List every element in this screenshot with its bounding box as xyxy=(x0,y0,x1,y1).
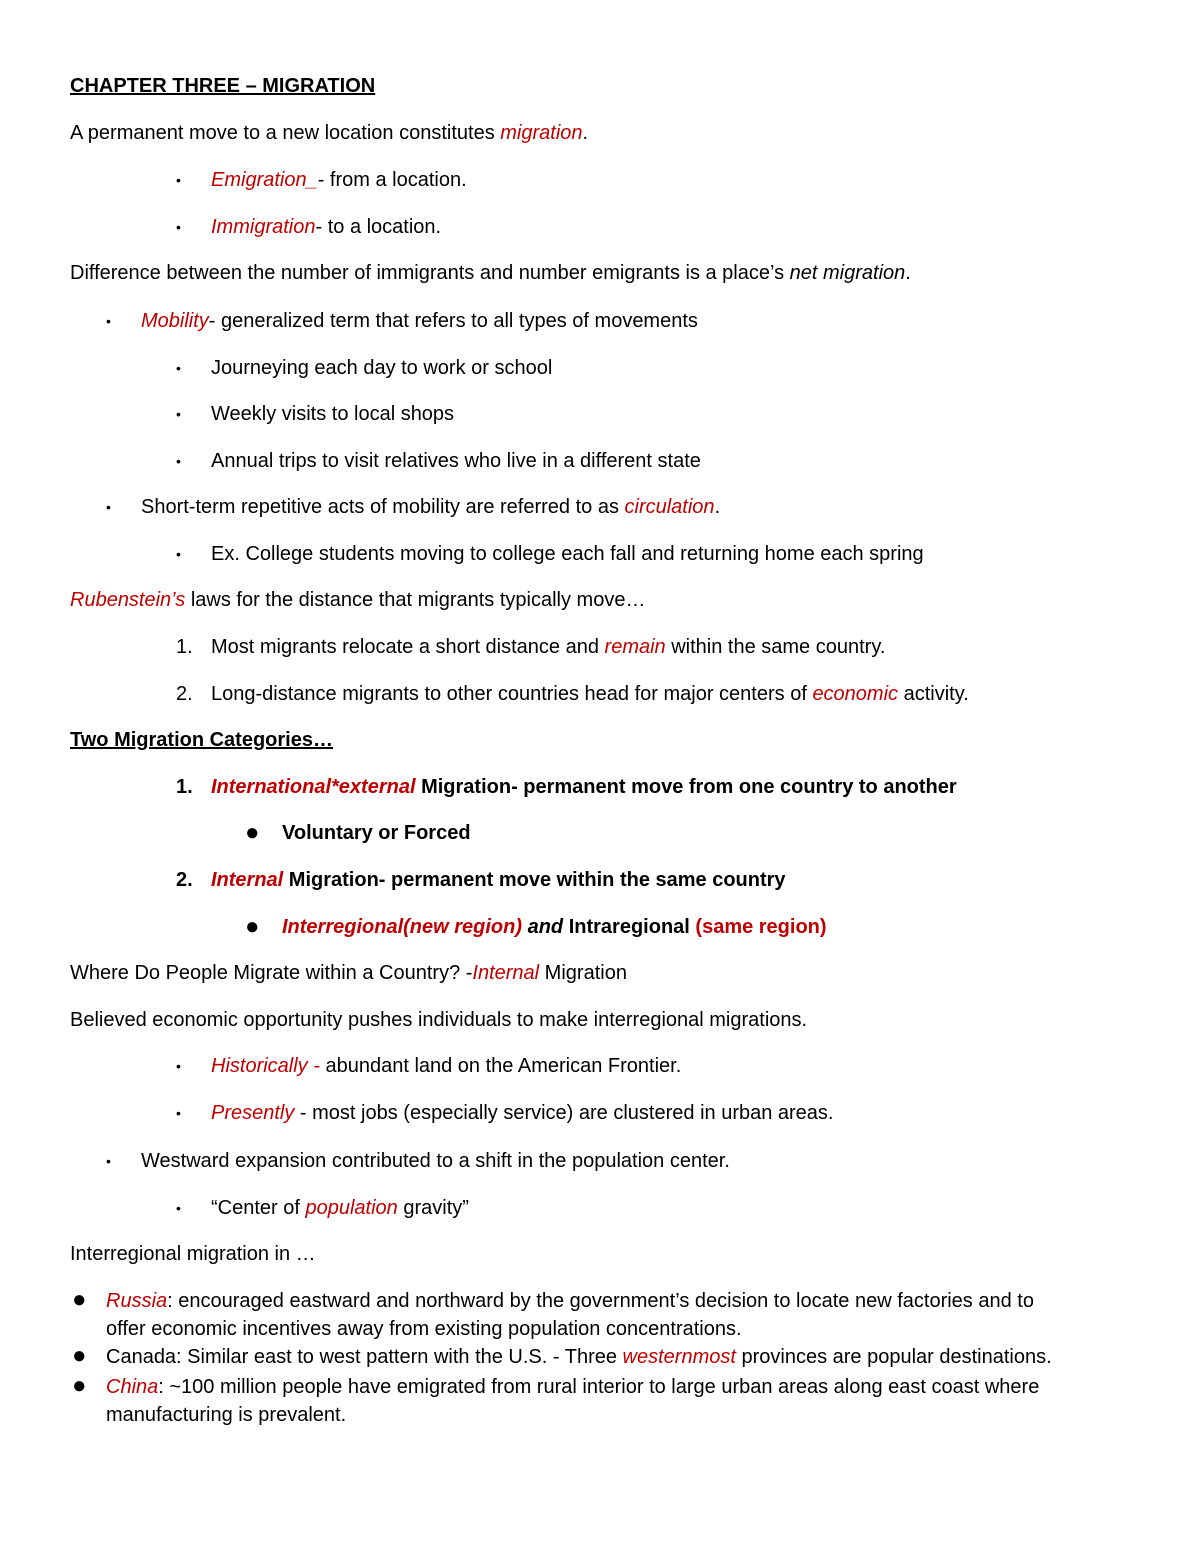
bullet-icon: ● xyxy=(72,1342,87,1369)
term-population: population xyxy=(305,1197,398,1219)
term-migration: migration xyxy=(500,122,583,144)
believed-paragraph: Believed economic opportunity pushes individuals to make interregional migrations. xyxy=(70,1009,808,1031)
center-of-gravity-item: “Center of population gravity” xyxy=(211,1197,469,1219)
bullet-icon: ● xyxy=(245,819,260,846)
interregional-heading: Interregional migration in … xyxy=(70,1243,316,1265)
immigration-item: Immigration- to a location. xyxy=(211,216,442,238)
term-internal-2: Internal xyxy=(472,962,540,984)
law-2: Long-distance migrants to other countries head for major centers of economic activity. xyxy=(211,683,969,705)
bullet-icon: • xyxy=(106,499,111,515)
term-mobility: Mobility xyxy=(141,310,209,332)
bullet-icon: ● xyxy=(72,1372,87,1399)
canada-item: Canada: Similar east to west pattern with the U.S. - Three westernmost provinces are popular destinations. xyxy=(106,1346,1052,1368)
bullet-icon: • xyxy=(106,313,111,329)
law-1: Most migrants relocate a short distance and remain within the same country. xyxy=(211,636,886,658)
bullet-icon: • xyxy=(176,219,181,235)
bullet-icon: ● xyxy=(245,913,260,940)
term-presently: Presently xyxy=(211,1102,295,1124)
term-russia: Russia xyxy=(106,1290,168,1312)
china-item: China: ~100 million people have emigrated from rural interior to large urban areas along east coast where xyxy=(106,1376,1040,1398)
list-item: Weekly visits to local shops xyxy=(211,403,455,425)
mobility-item: Mobility- generalized term that refers to all types of movements xyxy=(141,310,698,332)
russia-item-cont: offer economic incentives away from existing population concentrations. xyxy=(106,1318,742,1340)
bullet-icon: • xyxy=(176,172,181,188)
where-heading: Where Do People Migrate within a Country? -Internal Migration xyxy=(70,962,627,984)
china-item-cont: manufacturing is prevalent. xyxy=(106,1404,347,1426)
russia-item: Russia: encouraged eastward and northward by the government’s decision to locate new factories and to xyxy=(106,1290,1034,1312)
category-internal: Internal Migration- permanent move within the same country xyxy=(211,869,786,891)
bullet-icon: • xyxy=(176,1200,181,1216)
term-china: China xyxy=(106,1376,159,1398)
circulation-item: Short-term repetitive acts of mobility are referred to as circulation. xyxy=(141,496,721,518)
term-circulation: circulation xyxy=(624,496,715,518)
bullet-icon: • xyxy=(176,406,181,422)
list-number: 1. xyxy=(176,776,193,798)
list-number: 2. xyxy=(176,683,193,705)
list-number: 2. xyxy=(176,869,193,891)
category-internal-sub: Interregional(new region) and Intraregional (same region) xyxy=(282,916,827,938)
bullet-icon: ● xyxy=(72,1286,87,1313)
net-migration-definition: Difference between the number of immigrants and number emigrants is a place’s net migration. xyxy=(70,262,911,284)
list-item: Annual trips to visit relatives who live in a different state xyxy=(211,450,701,472)
term-historically: Historically - xyxy=(211,1055,320,1077)
category-international: International*external Migration- permanent move from one country to another xyxy=(211,776,957,798)
term-same-region: (same region) xyxy=(695,916,827,938)
term-immigration: Immigration xyxy=(211,216,316,238)
term-rubenstein: Rubenstein’s xyxy=(70,589,186,611)
bullet-icon: • xyxy=(176,546,181,562)
circulation-example: Ex. College students moving to college each fall and returning home each spring xyxy=(211,543,924,565)
term-westernmost: westernmost xyxy=(622,1346,736,1368)
term-net-migration: net migration xyxy=(789,262,906,284)
list-number: 1. xyxy=(176,636,193,658)
categories-heading: Two Migration Categories… xyxy=(70,729,333,751)
category-international-sub: Voluntary or Forced xyxy=(282,822,471,844)
westward-item: Westward expansion contributed to a shift in the population center. xyxy=(141,1150,730,1172)
bullet-icon: • xyxy=(176,1105,181,1121)
presently-item: Presently - most jobs (especially service) are clustered in urban areas. xyxy=(211,1102,834,1124)
bullet-icon: • xyxy=(106,1153,111,1169)
term-international: International*external xyxy=(211,776,416,798)
bullet-icon: • xyxy=(176,360,181,376)
term-remain: remain xyxy=(604,636,666,658)
historically-item: Historically - abundant land on the American Frontier. xyxy=(211,1055,682,1077)
list-item: Journeying each day to work or school xyxy=(211,357,553,379)
migration-definition: A permanent move to a new location constitutes migration. xyxy=(70,122,589,144)
chapter-title: CHAPTER THREE – MIGRATION xyxy=(70,75,376,97)
laws-intro: Rubenstein’s laws for the distance that migrants typically move… xyxy=(70,589,646,611)
term-economic: economic xyxy=(812,683,899,705)
bullet-icon: • xyxy=(176,453,181,469)
term-interregional: Interregional(new region) xyxy=(282,916,523,938)
term-internal: Internal xyxy=(211,869,284,891)
bullet-icon: • xyxy=(176,1058,181,1074)
term-emigration: Emigration_ xyxy=(211,169,318,191)
emigration-item: Emigration_- from a location. xyxy=(211,169,467,191)
